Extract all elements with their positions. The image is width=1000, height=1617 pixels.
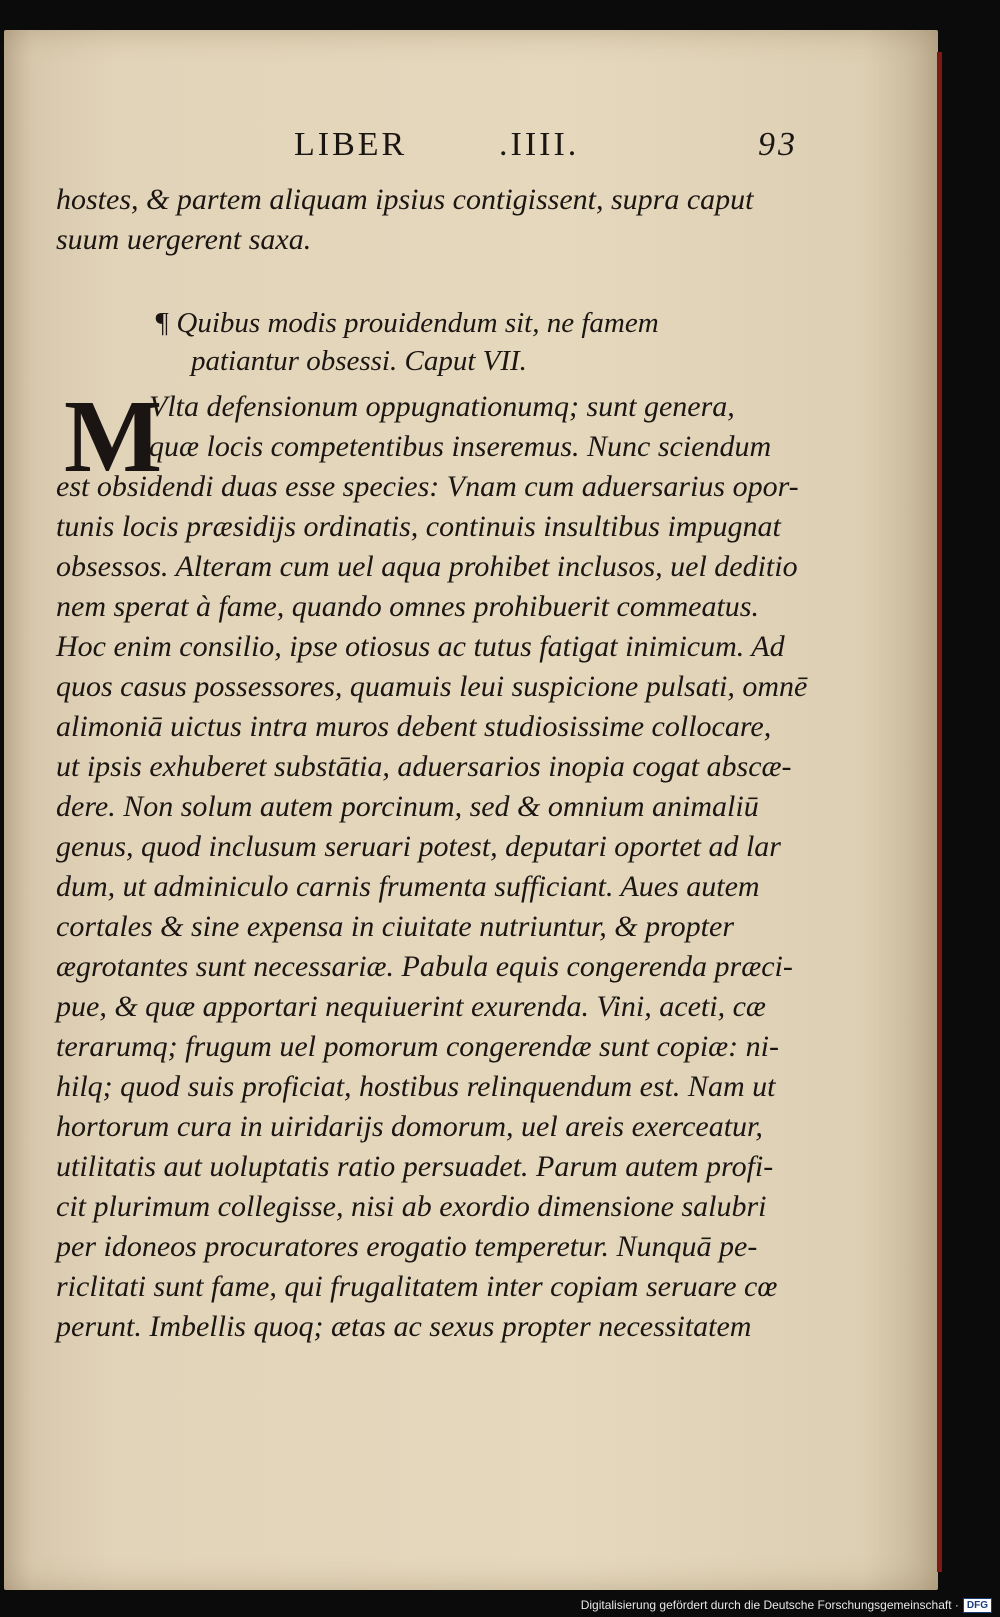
text-line: hortorum cura in uiridarijs domorum, uel areis exerceatur, [56, 1110, 763, 1143]
heading-line: ¶ Quibus modis prouidendum sit, ne famem [154, 307, 659, 339]
initial-adjacent-text [149, 387, 789, 467]
text-line: riclitati sunt fame, qui frugalitatem inter copiam seruare cœ [56, 1270, 778, 1303]
text-line: terarumq; frugum uel pomorum congerendæ sunt copiæ: ni- [56, 1030, 779, 1063]
page-number: 93 [758, 126, 798, 163]
text-line: dum, ut adminiculo carnis frumenta sufficiant. Aues autem [56, 870, 760, 903]
running-title-right: .IIII. [499, 126, 580, 163]
text-line: ægrotantes sunt necessariæ. Pabula equis congerenda præci- [56, 950, 793, 983]
text-line: ut ipsis exhuberet substātia, aduersarios inopia cogat abscæ- [56, 750, 792, 783]
chapter-heading [154, 304, 659, 380]
text-line: hostes, & partem aliquam ipsius contigissent, supra caput [56, 183, 754, 216]
text-line: alimoniā uictus intra muros debent studiosissime collocare, [56, 710, 772, 743]
text-line: cit plurimum collegisse, nisi ab exordio dimensione salubri [56, 1190, 767, 1223]
text-line: obsessos. Alteram cum uel aqua prohibet inclusos, uel deditio [56, 550, 798, 583]
running-header [4, 122, 938, 172]
dfg-logo: DFG [963, 1598, 992, 1613]
body-text [56, 467, 808, 1347]
running-title-left: LIBER [294, 126, 408, 163]
text-line: hilq; quod suis proficiat, hostibus relinquendum est. Nam ut [56, 1070, 776, 1103]
drop-initial: M [64, 379, 163, 494]
text-line: genus, quod inclusum seruari potest, deputari oportet ad lar [56, 830, 781, 863]
footer-credit [581, 1595, 992, 1615]
continued-text [56, 180, 798, 260]
text-line: suum uergerent saxa. [56, 223, 312, 256]
text-line: quæ locis competentibus inseremus. Nunc sciendum [149, 430, 772, 463]
heading-line: patiantur obsessi. Caput VII. [191, 345, 527, 377]
page-edge [937, 52, 942, 1572]
text-line: per idoneos procuratores erogatio temperetur. Nunquā pe- [56, 1230, 758, 1263]
text-line: tunis locis præsidijs ordinatis, continuis insultibus impugnat [56, 510, 781, 543]
text-line: Hoc enim consilio, ipse otiosus ac tutus fatigat inimicum. Ad [56, 630, 785, 663]
footer-text: Digitalisierung gefördert durch die Deutsche Forschungsgemeinschaft · [580, 1598, 959, 1612]
text-line: quos casus possessores, quamuis leui suspicione pulsati, omnē [56, 670, 808, 703]
book-page [4, 30, 938, 1590]
text-line: utilitatis aut uoluptatis ratio persuadet. Parum autem profi- [56, 1150, 774, 1183]
text-line: cortales & sine expensa in ciuitate nutriuntur, & propter [56, 910, 734, 943]
text-line: Vlta defensionum oppugnationumq; sunt genera, [149, 390, 735, 423]
text-line: nem sperat à fame, quando omnes prohibuerit commeatus. [56, 590, 759, 623]
text-line: pue, & quæ apportari nequiuerint exurenda. Vini, aceti, cæ [56, 990, 766, 1023]
text-line: perunt. Imbellis quoq; ætas ac sexus propter necessitatem [56, 1310, 752, 1343]
text-line: est obsidendi duas esse species: Vnam cum aduersarius opor- [56, 470, 799, 503]
text-line: dere. Non solum autem porcinum, sed & omnium animaliū [56, 790, 759, 823]
